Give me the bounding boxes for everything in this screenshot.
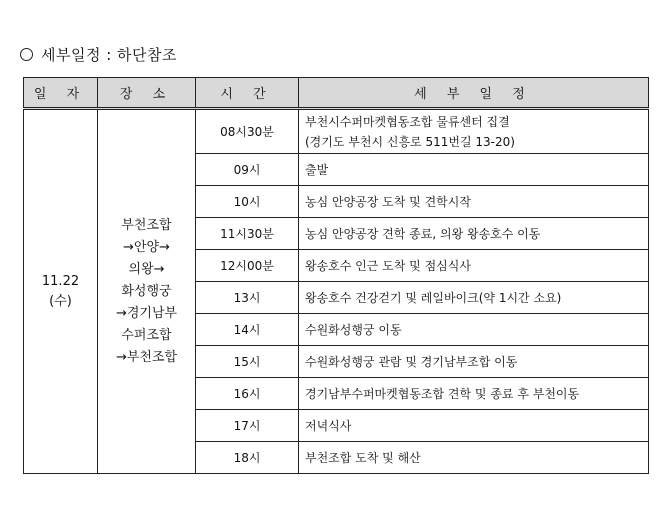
header-detail: 세 부 일 정 <box>299 78 649 109</box>
time-cell: 15시 <box>196 346 299 378</box>
place-line: →안양→ <box>123 239 170 255</box>
time-cell: 13시 <box>196 282 299 314</box>
section-heading <box>20 44 177 65</box>
place-line: →경기남부 <box>115 305 178 321</box>
detail-cell <box>299 154 649 186</box>
time-cell: 14시 <box>196 314 299 346</box>
date-line: 11.22 <box>41 273 80 289</box>
schedule-table <box>23 77 649 474</box>
detail-line: 수원화성행궁 관람 및 경기남부조합 이동 <box>305 354 518 369</box>
time-cell: 11시30분 <box>196 218 299 250</box>
time-cell: 17시 <box>196 410 299 442</box>
place-line: 화성행궁 <box>121 283 172 299</box>
detail-line: 왕송호수 인근 도착 및 점심식사 <box>305 258 471 273</box>
date-cell <box>24 109 98 474</box>
time-cell: 08시30분 <box>196 109 299 154</box>
time-cell: 12시00분 <box>196 250 299 282</box>
detail-cell <box>299 186 649 218</box>
time-cell: 16시 <box>196 378 299 410</box>
date-line: (수) <box>49 293 72 309</box>
place-line: 의왕→ <box>128 261 165 277</box>
time-cell: 18시 <box>196 442 299 474</box>
place-cell <box>98 109 196 474</box>
detail-cell <box>299 378 649 410</box>
detail-line: 왕송호수 건강걷기 및 레일바이크(약 1시간 소요) <box>305 290 562 305</box>
time-cell: 09시 <box>196 154 299 186</box>
place-line: 수퍼조합 <box>121 327 172 343</box>
detail-line: 수원화성행궁 이동 <box>305 322 402 337</box>
detail-line: 농심 안양공장 도착 및 견학시작 <box>305 194 471 209</box>
time-cell: 10시 <box>196 186 299 218</box>
detail-line: 저녁식사 <box>305 418 352 433</box>
detail-cell <box>299 410 649 442</box>
header-time: 시 간 <box>196 78 299 109</box>
detail-cell <box>299 314 649 346</box>
place-line: 부천조합 <box>121 217 172 233</box>
detail-cell <box>299 218 649 250</box>
place-line: →부천조합 <box>115 349 178 365</box>
schedule-body <box>24 109 649 474</box>
heading-text: 세부일정 : 하단참조 <box>41 46 178 64</box>
detail-line: 농심 안양공장 견학 종료, 의왕 왕송호수 이동 <box>305 226 541 241</box>
header-place: 장 소 <box>98 78 196 109</box>
detail-cell <box>299 442 649 474</box>
header-row <box>24 78 649 109</box>
detail-line: 부천조합 도착 및 해산 <box>305 450 421 465</box>
detail-cell <box>299 109 649 154</box>
detail-line: (경기도 부천시 신흥로 511번길 13-20) <box>305 134 515 149</box>
detail-cell <box>299 346 649 378</box>
detail-line: 출발 <box>305 162 329 177</box>
table-row <box>24 109 649 154</box>
detail-line: 부천시수퍼마켓협동조합 물류센터 집결 <box>305 114 510 129</box>
detail-cell <box>299 282 649 314</box>
circle-bullet-icon <box>20 48 33 61</box>
header-date: 일 자 <box>24 78 98 109</box>
detail-line: 경기남부수퍼마켓협동조합 견학 및 종료 후 부천이동 <box>305 386 580 401</box>
detail-cell <box>299 250 649 282</box>
